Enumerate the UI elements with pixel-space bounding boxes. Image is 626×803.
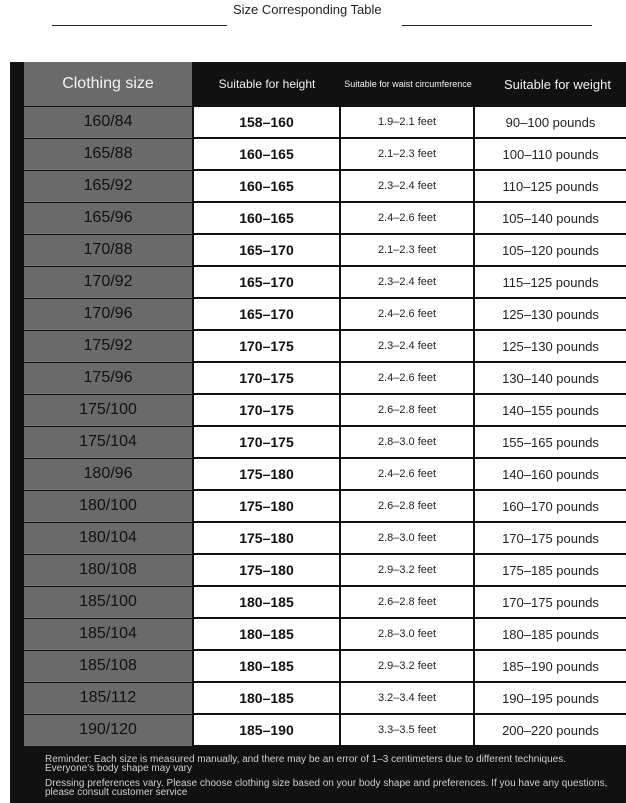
height-cell: 180–185: [194, 651, 339, 681]
weight-cell: 185–190 pounds: [475, 651, 626, 681]
size-cell: 185/104: [24, 619, 192, 650]
header-height: Suitable for height: [218, 77, 316, 91]
height-cell: 165–170: [194, 235, 339, 265]
waist-cell: 2.8–3.0 feet: [341, 619, 473, 649]
height-cell: 170–175: [194, 395, 339, 425]
size-cell: 160/84: [24, 107, 192, 138]
height-cell: 180–185: [194, 619, 339, 649]
size-table: [10, 62, 626, 803]
size-cell: 185/108: [24, 651, 192, 682]
title-divider-right: [402, 25, 592, 26]
weight-cell: 125–130 pounds: [475, 299, 626, 329]
height-cell: 175–180: [194, 523, 339, 553]
weight-cell: 175–185 pounds: [475, 555, 626, 585]
waist-cell: 2.9–3.2 feet: [341, 651, 473, 681]
size-cell: 165/96: [24, 203, 192, 234]
size-cell: 180/108: [24, 555, 192, 586]
waist-cell: 2.8–3.0 feet: [341, 427, 473, 457]
size-cell: 185/112: [24, 683, 192, 714]
waist-cell: 2.6–2.8 feet: [341, 491, 473, 521]
title-bar: [0, 0, 626, 62]
height-cell: 170–175: [194, 427, 339, 457]
weight-cell: 170–175 pounds: [475, 523, 626, 553]
table-row: [24, 138, 626, 170]
height-cell: 160–165: [194, 171, 339, 201]
size-cell: 175/100: [24, 395, 192, 426]
size-cell: 180/100: [24, 491, 192, 522]
height-cell: 165–170: [194, 299, 339, 329]
waist-cell: 2.4–2.6 feet: [341, 363, 473, 393]
height-cell: 175–180: [194, 491, 339, 521]
table-row: [24, 170, 626, 202]
size-cell: 170/88: [24, 235, 192, 266]
weight-cell: 130–140 pounds: [475, 363, 626, 393]
table-row: [24, 202, 626, 234]
table-row: [24, 650, 626, 682]
size-cell: 170/92: [24, 267, 192, 298]
table-row: [24, 586, 626, 618]
table-row: [24, 106, 626, 138]
height-cell: 180–185: [194, 587, 339, 617]
weight-cell: 100–110 pounds: [475, 139, 626, 169]
size-cell: 175/92: [24, 331, 192, 362]
weight-cell: 160–170 pounds: [475, 491, 626, 521]
table-row: [24, 490, 626, 522]
weight-cell: 115–125 pounds: [475, 267, 626, 297]
title-divider-left: [52, 25, 227, 26]
waist-cell: 2.1–2.3 feet: [341, 235, 473, 265]
table-header: [10, 62, 626, 106]
size-cell: 175/96: [24, 363, 192, 394]
table-row: [24, 394, 626, 426]
height-cell: 160–165: [194, 203, 339, 233]
weight-cell: 180–185 pounds: [475, 619, 626, 649]
weight-cell: 90–100 pounds: [475, 107, 626, 137]
waist-cell: 2.8–3.0 feet: [341, 523, 473, 553]
size-cell: 165/88: [24, 139, 192, 170]
waist-cell: 2.3–2.4 feet: [341, 267, 473, 297]
waist-cell: 2.4–2.6 feet: [341, 299, 473, 329]
waist-cell: 2.4–2.6 feet: [341, 203, 473, 233]
weight-cell: 170–175 pounds: [475, 587, 626, 617]
size-cell: 165/92: [24, 171, 192, 202]
table-row: [24, 714, 626, 746]
table-row: [24, 522, 626, 554]
header-clothing-size: Clothing size: [24, 62, 192, 106]
reminder-note: Reminder: Each size is measured manually, and there may be an error of 1–3 centimeters due to different techniques. Everyone's body shape may vary: [45, 754, 567, 774]
weight-cell: 140–160 pounds: [475, 459, 626, 489]
weight-cell: 105–140 pounds: [475, 203, 626, 233]
height-cell: 175–180: [194, 555, 339, 585]
size-cell: 170/96: [24, 299, 192, 330]
table-row: [24, 362, 626, 394]
size-cell: 175/104: [24, 427, 192, 458]
waist-cell: 2.1–2.3 feet: [341, 139, 473, 169]
table-row: [24, 298, 626, 330]
waist-cell: 3.2–3.4 feet: [341, 683, 473, 713]
table-row: [24, 426, 626, 458]
header-waist: Suitable for waist circumference: [344, 78, 472, 89]
height-cell: 158–160: [194, 107, 339, 137]
size-cell: 190/120: [24, 715, 192, 746]
waist-cell: 2.3–2.4 feet: [341, 331, 473, 361]
height-cell: 180–185: [194, 683, 339, 713]
weight-cell: 155–165 pounds: [475, 427, 626, 457]
size-cell: 185/100: [24, 587, 192, 618]
table-row: [24, 266, 626, 298]
waist-cell: 3.3–3.5 feet: [341, 715, 473, 745]
height-cell: 170–175: [194, 331, 339, 361]
size-cell: 180/96: [24, 459, 192, 490]
waist-cell: 2.4–2.6 feet: [341, 459, 473, 489]
waist-cell: 2.6–2.8 feet: [341, 395, 473, 425]
height-cell: 165–170: [194, 267, 339, 297]
table-row: [24, 554, 626, 586]
height-cell: 160–165: [194, 139, 339, 169]
table-row: [24, 330, 626, 362]
page-title: Size Corresponding Table: [233, 2, 382, 17]
header-weight: Suitable for weight: [504, 76, 611, 92]
waist-cell: 2.9–3.2 feet: [341, 555, 473, 585]
weight-cell: 125–130 pounds: [475, 331, 626, 361]
weight-cell: 140–155 pounds: [475, 395, 626, 425]
weight-cell: 110–125 pounds: [475, 171, 626, 201]
preference-note: Dressing preferences vary. Please choose clothing size based on your body shape and preferences. If you have any questions, please consult customer service: [45, 778, 608, 798]
height-cell: 170–175: [194, 363, 339, 393]
table-row: [24, 234, 626, 266]
weight-cell: 105–120 pounds: [475, 235, 626, 265]
weight-cell: 190–195 pounds: [475, 683, 626, 713]
height-cell: 185–190: [194, 715, 339, 745]
waist-cell: 2.6–2.8 feet: [341, 587, 473, 617]
waist-cell: 2.3–2.4 feet: [341, 171, 473, 201]
table-row: [24, 458, 626, 490]
waist-cell: 1.9–2.1 feet: [341, 107, 473, 137]
size-cell: 180/104: [24, 523, 192, 554]
table-row: [24, 618, 626, 650]
table-row: [24, 682, 626, 714]
height-cell: 175–180: [194, 459, 339, 489]
weight-cell: 200–220 pounds: [475, 715, 626, 745]
